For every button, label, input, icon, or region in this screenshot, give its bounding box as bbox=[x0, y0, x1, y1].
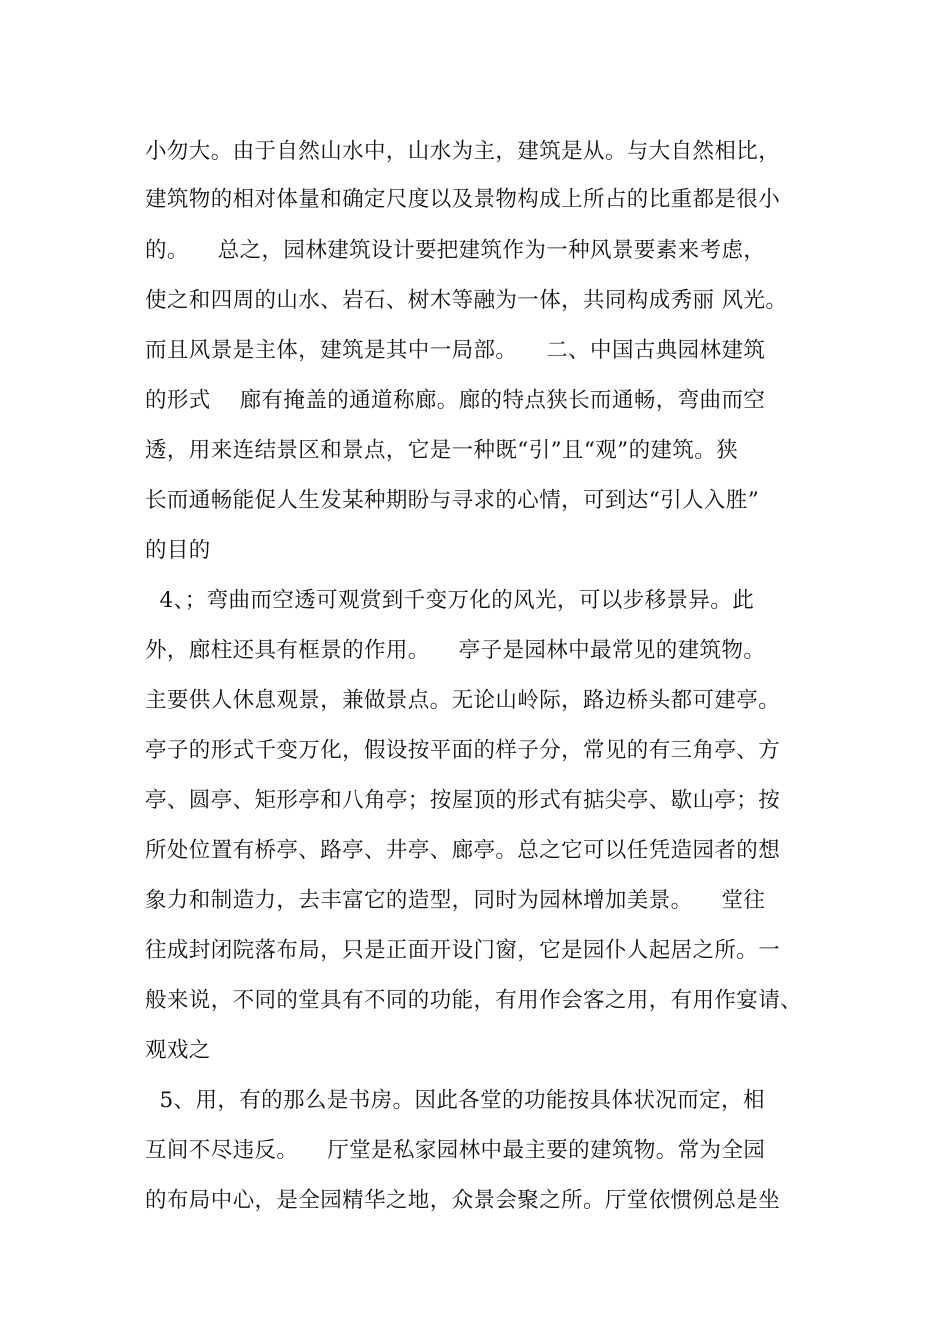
text-line: 小勿大。由于自然山水中，山水为主，建筑是从。与大自然相比， bbox=[145, 139, 781, 164]
text-line: 长而通畅能促人生发某种期盼与寻求的心情，可到达“引人入胜” bbox=[145, 488, 760, 513]
text-line: 透，用来连结景区和景点，它是一种既“引”且“观”的建筑。狭 bbox=[145, 438, 739, 463]
text-line: 互间不尽违反。 厅堂是私家园林中最主要的建筑物。常为全园 bbox=[145, 1138, 766, 1163]
text-line: 的。 总之，园林建筑设计要把建筑作为一种风景要素来考虑， bbox=[145, 238, 766, 263]
text-line: 亭子的形式千变万化，假设按平面的样子分，常见的有三角亭、方 bbox=[145, 738, 781, 763]
text-line: 观戏之 bbox=[145, 1038, 211, 1063]
text-line: 的目的 bbox=[145, 538, 211, 563]
text-line: 的布局中心，是全园精华之地，众景会聚之所。厅堂依惯例总是坐 bbox=[145, 1188, 781, 1213]
text-line: 建筑物的相对体量和确定尺度以及景物构成上所占的比重都是很小 bbox=[145, 187, 781, 212]
text-line: 使之和四周的山水、岩石、树木等融为一体，共同构成秀丽 风光。 bbox=[145, 288, 788, 313]
text-line: 而且风景是主体，建筑是其中一局部。 二、中国古典园林建筑 bbox=[145, 338, 766, 363]
text-line: 所处位置有桥亭、路亭、井亭、廊亭。总之它可以任凭造园者的想 bbox=[145, 838, 781, 863]
text-line: 往成封闭院落布局，只是正面开设门窗，它是园仆人起居之所。一 bbox=[145, 938, 781, 963]
text-line: 4、；弯曲而空透可观赏到千变万化的风光，可以步移景异。此 bbox=[145, 588, 755, 613]
text-line: 亭、圆亭、矩形亭和八角亭；按屋顶的形式有掂尖亭、歇山亭；按 bbox=[145, 788, 781, 813]
text-line: 的形式 廊有掩盖的通道称廊。廊的特点狭长而通畅，弯曲而空 bbox=[145, 388, 766, 413]
text-line: 象力和制造力，去丰富它的造型，同时为园林增加美景。 堂往 bbox=[145, 888, 766, 913]
text-line: 主要供人休息观景，兼做景点。无论山岭际，路边桥头都可建亭。 bbox=[145, 688, 781, 713]
text-line: 5、用，有的那么是书房。因此各堂的功能按具体状况而定，相 bbox=[145, 1088, 765, 1113]
text-line: 般来说，不同的堂具有不同的功能，有用作会客之用，有用作宴请、 bbox=[145, 988, 803, 1013]
text-line: 外，廊柱还具有框景的作用。 亭子是园林中最常见的建筑物。 bbox=[145, 638, 766, 663]
